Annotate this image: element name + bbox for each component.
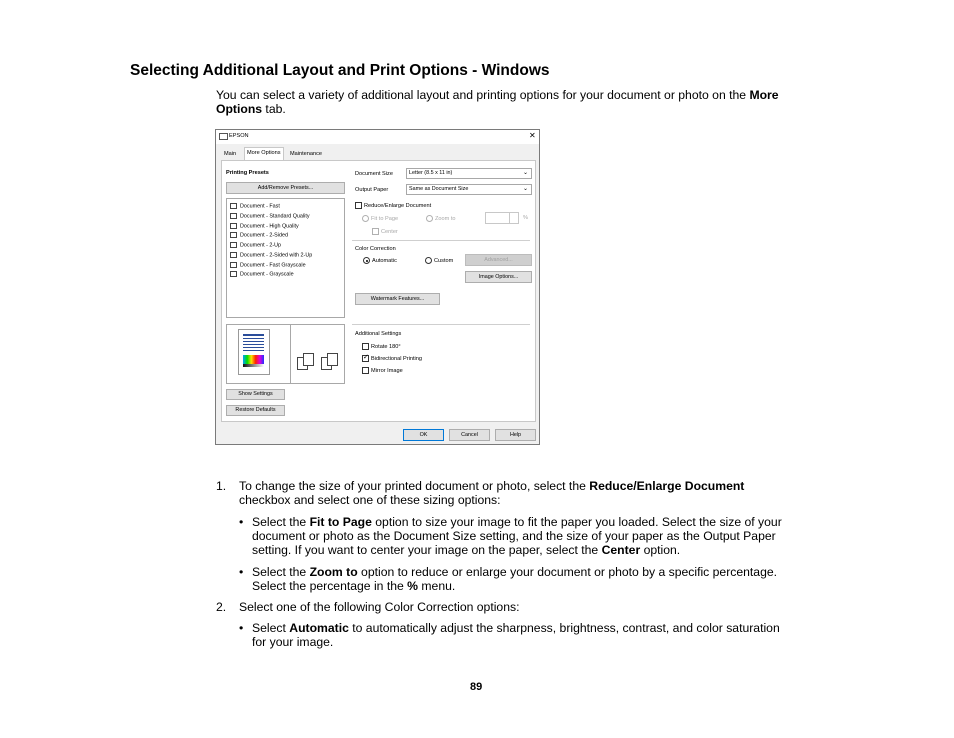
document-size-value: Letter (8.5 x 11 in) bbox=[409, 170, 453, 176]
preset-label: Document - Fast Grayscale bbox=[240, 262, 306, 269]
color-correction-label: Color Correction bbox=[355, 246, 396, 252]
document-size-select[interactable] bbox=[406, 168, 532, 179]
bidirectional-printing-label: Bidirectional Printing bbox=[371, 356, 422, 362]
bullet-text-line2: document or photo as the Document Size setting, and the size of your paper as the Output Paper bbox=[252, 529, 776, 543]
bullet-text bbox=[252, 621, 780, 635]
bullet-pre: Select bbox=[252, 621, 290, 635]
spin-arrows-icon[interactable] bbox=[509, 213, 518, 223]
intro-paragraph bbox=[216, 88, 826, 116]
bullet-bold: Zoom to bbox=[309, 565, 358, 579]
step-number: 1. bbox=[216, 479, 227, 493]
tab-maintenance[interactable]: Maintenance bbox=[290, 151, 323, 157]
restore-defaults-button[interactable]: Restore Defaults bbox=[226, 405, 285, 416]
percent-label: % bbox=[523, 215, 528, 221]
printing-presets-label: Printing Presets bbox=[226, 170, 269, 176]
additional-settings-label: Additional Settings bbox=[355, 331, 402, 337]
automatic-label: Automatic bbox=[372, 258, 397, 264]
two-up-icon bbox=[230, 242, 237, 248]
bullet-pre: setting. If you want to center your image on the paper, select the bbox=[252, 543, 602, 557]
bullet-text bbox=[252, 565, 777, 579]
zoom-to-label: Zoom to bbox=[435, 216, 456, 222]
watermark-features-button[interactable]: Watermark Features... bbox=[355, 293, 440, 305]
step-text: Select one of the following Color Correction options: bbox=[239, 600, 520, 614]
bidirectional-printing-checkbox[interactable] bbox=[362, 355, 369, 362]
bullet-bold: % bbox=[407, 579, 419, 593]
custom-label: Custom bbox=[434, 258, 454, 264]
bullet-bold: Automatic bbox=[289, 621, 349, 635]
layout-preview bbox=[291, 324, 345, 384]
help-button[interactable]: Help bbox=[495, 429, 536, 441]
list-item[interactable] bbox=[230, 271, 294, 277]
document-icon bbox=[230, 223, 237, 229]
page-heading: Selecting Additional Layout and Print Options - Windows bbox=[130, 62, 550, 79]
tab-more-options[interactable]: More Options bbox=[244, 147, 284, 161]
preset-label: Document - Grayscale bbox=[240, 271, 294, 278]
bullet-symbol: • bbox=[239, 621, 244, 635]
reduce-enlarge-checkbox[interactable] bbox=[355, 202, 362, 209]
preset-label: Document - Fast bbox=[240, 203, 280, 210]
two-sided-icon bbox=[230, 232, 237, 238]
list-item[interactable] bbox=[230, 252, 312, 258]
image-options-button[interactable]: Image Options... bbox=[465, 271, 532, 283]
divider bbox=[352, 324, 530, 325]
step-text-line2: checkbox and select one of these sizing options: bbox=[239, 493, 501, 507]
tab-main[interactable]: Main bbox=[224, 151, 237, 157]
add-remove-presets-button[interactable]: Add/Remove Presets... bbox=[226, 182, 345, 194]
bullet-mid: option to size your image to fit the paper you loaded. Select the size of your bbox=[371, 515, 782, 529]
document-icon bbox=[230, 203, 237, 209]
custom-radio[interactable] bbox=[425, 257, 432, 264]
intro-text-end: tab. bbox=[262, 102, 286, 116]
show-settings-button[interactable]: Show Settings bbox=[226, 389, 285, 400]
rotate-180-checkbox[interactable] bbox=[362, 343, 369, 350]
chevron-down-icon: ⌄ bbox=[522, 186, 528, 192]
intro-text: You can select a variety of additional layout and printing options for your document or photo on the bbox=[216, 88, 750, 102]
output-paper-select[interactable] bbox=[406, 184, 532, 195]
bullet-post: option. bbox=[640, 543, 681, 557]
bullet-text bbox=[252, 515, 782, 529]
bullet-mid: option to reduce or enlarge your document or photo by a specific percentage. bbox=[357, 565, 778, 579]
output-paper-label: Output Paper bbox=[355, 187, 389, 193]
zoom-percent-input[interactable] bbox=[485, 212, 519, 224]
center-checkbox[interactable] bbox=[372, 228, 379, 235]
zoom-to-radio[interactable] bbox=[426, 215, 433, 222]
center-label: Center bbox=[381, 229, 398, 235]
list-item[interactable] bbox=[230, 242, 281, 248]
divider bbox=[352, 240, 530, 241]
two-up-icon bbox=[230, 252, 237, 258]
reduce-enlarge-label: Reduce/Enlarge Document bbox=[364, 203, 432, 209]
mirror-image-label: Mirror Image bbox=[371, 368, 403, 374]
epson-dialog bbox=[215, 129, 540, 445]
page-number: 89 bbox=[470, 681, 483, 693]
preset-label: Document - 2-Up bbox=[240, 242, 282, 249]
preset-label: Document - 2-Sided with 2-Up bbox=[240, 252, 313, 259]
document-icon bbox=[230, 271, 237, 277]
dialog-titlebar bbox=[216, 130, 539, 144]
list-item[interactable] bbox=[230, 213, 310, 219]
bullet-text-line2 bbox=[252, 579, 455, 593]
bullet-text-line2: for your image. bbox=[252, 635, 334, 649]
collate-icon bbox=[327, 353, 338, 366]
printer-icon bbox=[219, 133, 228, 140]
list-item[interactable] bbox=[230, 223, 299, 229]
list-item[interactable] bbox=[230, 232, 288, 238]
bullet-pre: Select the percentage in the bbox=[252, 579, 408, 593]
chevron-down-icon: ⌄ bbox=[522, 170, 528, 176]
step-text-pre: To change the size of your printed document or photo, select the bbox=[239, 479, 590, 493]
dialog-title: EPSON bbox=[229, 133, 249, 139]
bullet-bold: Fit to Page bbox=[309, 515, 372, 529]
mirror-image-checkbox[interactable] bbox=[362, 367, 369, 374]
paper-preview bbox=[238, 329, 270, 375]
preset-label: Document - Standard Quality bbox=[240, 213, 310, 220]
list-item[interactable] bbox=[230, 203, 280, 209]
cancel-button[interactable]: Cancel bbox=[449, 429, 490, 441]
preset-label: Document - High Quality bbox=[240, 223, 299, 230]
document-size-label: Document Size bbox=[355, 171, 393, 177]
bullet-post: menu. bbox=[418, 579, 456, 593]
ok-button[interactable]: OK bbox=[403, 429, 444, 441]
bullet-bold: Center bbox=[601, 543, 641, 557]
step-text bbox=[239, 479, 744, 493]
close-icon[interactable]: ✕ bbox=[529, 131, 536, 140]
copies-icon bbox=[303, 353, 314, 366]
bullet-pre: Select the bbox=[252, 565, 310, 579]
fit-to-page-radio[interactable] bbox=[362, 215, 369, 222]
bullet-symbol: • bbox=[239, 565, 244, 579]
list-item[interactable] bbox=[230, 262, 306, 268]
fit-to-page-label: Fit to Page bbox=[371, 216, 399, 222]
presets-list bbox=[226, 198, 345, 318]
step-text-bold: Reduce/Enlarge Document bbox=[589, 479, 745, 493]
document-icon bbox=[230, 262, 237, 268]
automatic-radio[interactable] bbox=[363, 257, 370, 264]
rotate-180-label: Rotate 180° bbox=[371, 344, 401, 350]
bullet-pre: Select the bbox=[252, 515, 310, 529]
bullet-mid: to automatically adjust the sharpness, brightness, contrast, and color saturation bbox=[348, 621, 780, 635]
output-paper-value: Same as Document Size bbox=[409, 186, 469, 192]
intro-bold: More Options bbox=[216, 88, 779, 116]
bullet-symbol: • bbox=[239, 515, 244, 529]
page-preview bbox=[226, 324, 291, 384]
document-icon bbox=[230, 213, 237, 219]
bullet-text-line3 bbox=[252, 543, 680, 557]
step-number: 2. bbox=[216, 600, 227, 614]
advanced-button[interactable]: Advanced... bbox=[465, 254, 532, 266]
preset-label: Document - 2-Sided bbox=[240, 232, 288, 239]
